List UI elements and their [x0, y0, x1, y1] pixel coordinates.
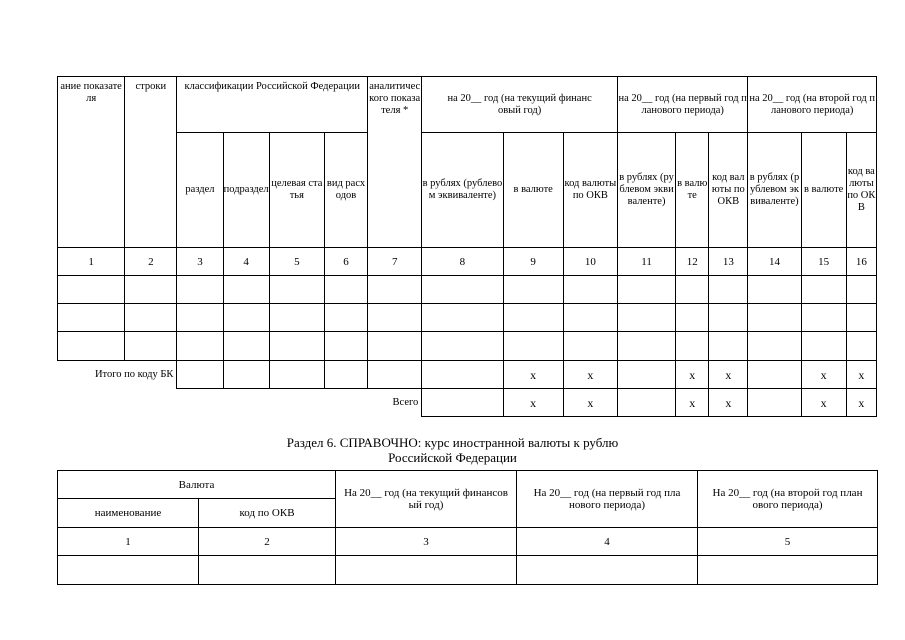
header-indicator-name: ание показателя	[58, 77, 125, 248]
column-number: 3	[336, 528, 517, 556]
table-cell[interactable]	[269, 276, 324, 304]
x-mark: x	[503, 361, 563, 389]
table-cell[interactable]	[748, 332, 801, 361]
header-currency-name: наименование	[58, 499, 199, 528]
header-podrazdel: подраздел	[223, 133, 269, 248]
x-mark: x	[801, 361, 846, 389]
x-mark: x	[563, 389, 617, 417]
column-number: 15	[801, 248, 846, 276]
table-cell[interactable]	[125, 276, 177, 304]
table-cell[interactable]	[676, 276, 709, 304]
header-rate-first: На 20__ год (на первый год планового периода)	[517, 471, 698, 528]
column-number: 4	[223, 248, 269, 276]
table-cell[interactable]	[617, 304, 675, 332]
table-cell[interactable]	[563, 276, 617, 304]
header-rub-current: в рублях (рублевом эквиваленте)	[422, 133, 503, 248]
header-currency-first: в валюте	[676, 133, 709, 248]
table-cell[interactable]	[223, 276, 269, 304]
column-number: 3	[177, 248, 223, 276]
table-cell[interactable]	[748, 361, 801, 389]
x-mark: x	[503, 389, 563, 417]
x-mark: x	[709, 389, 748, 417]
header-classification: классификации Российской Федерации	[177, 77, 368, 133]
table-row	[58, 276, 877, 304]
table-row	[58, 332, 877, 361]
table-cell[interactable]	[58, 304, 125, 332]
table-cell[interactable]	[503, 276, 563, 304]
table-cell[interactable]	[846, 332, 876, 361]
table-cell[interactable]	[846, 276, 876, 304]
header-period-second: на 20__ год (на второй год планового периода)	[748, 77, 877, 133]
column-number: 2	[125, 248, 177, 276]
table-cell[interactable]	[58, 276, 125, 304]
column-number: 12	[676, 248, 709, 276]
table-cell[interactable]	[58, 332, 125, 361]
table-cell[interactable]	[336, 556, 517, 585]
table-cell[interactable]	[177, 276, 223, 304]
table-cell[interactable]	[846, 304, 876, 332]
table-cell[interactable]	[422, 304, 503, 332]
header-period-first: на 20__ год (на первый год планового периода)	[617, 77, 747, 133]
header-expense-type: вид расходов	[324, 133, 367, 248]
table-cell[interactable]	[422, 332, 503, 361]
total-bk-label: Итого по коду БК	[94, 368, 174, 380]
header-currency-second: в валюте	[801, 133, 846, 248]
table-cell[interactable]	[503, 332, 563, 361]
table-cell[interactable]	[698, 556, 878, 585]
x-mark: x	[709, 361, 748, 389]
header-target-article: целевая статья	[269, 133, 324, 248]
grand-total-row	[58, 389, 877, 417]
total-bk-row	[58, 361, 877, 389]
header-okv-current: код валюты по ОКВ	[563, 133, 617, 248]
table-cell[interactable]	[801, 332, 846, 361]
exchange-rate-table	[57, 470, 878, 585]
table-cell[interactable]	[269, 304, 324, 332]
table-cell[interactable]	[324, 361, 367, 389]
table-cell[interactable]	[563, 304, 617, 332]
column-number: 7	[368, 248, 422, 276]
column-number: 1	[58, 528, 199, 556]
table-cell[interactable]	[422, 361, 503, 389]
header-okv-first: код валюты по ОКВ	[709, 133, 748, 248]
header-rub-second: в рублях (рублевом эквиваленте)	[748, 133, 801, 248]
table-cell[interactable]	[617, 332, 675, 361]
table-cell[interactable]	[563, 332, 617, 361]
table-cell[interactable]	[199, 556, 336, 585]
table-cell[interactable]	[517, 556, 698, 585]
column-number: 5	[698, 528, 878, 556]
column-number: 6	[324, 248, 367, 276]
table-cell[interactable]	[617, 361, 675, 389]
column-number: 13	[709, 248, 748, 276]
header-row-code: строки	[125, 77, 177, 248]
table-cell[interactable]	[223, 304, 269, 332]
table-cell[interactable]	[223, 332, 269, 361]
table-cell[interactable]	[324, 332, 367, 361]
table-cell[interactable]	[709, 276, 748, 304]
table-cell[interactable]	[368, 304, 422, 332]
section-6-title	[0, 435, 905, 465]
table-row	[58, 556, 878, 585]
column-number: 4	[517, 528, 698, 556]
header-rate-current: На 20__ год (на текущий финансовый год)	[336, 471, 517, 528]
table-cell[interactable]	[676, 332, 709, 361]
header-rub-first: в рублях (рублевом эквиваленте)	[617, 133, 675, 248]
header-period-current: на 20__ год (на текущий финансовый год)	[422, 77, 618, 133]
table-cell[interactable]	[177, 304, 223, 332]
table-cell[interactable]	[58, 556, 199, 585]
table-cell[interactable]	[422, 389, 503, 417]
x-mark: x	[676, 389, 709, 417]
header-currency-current: в валюте	[503, 133, 563, 248]
table-cell[interactable]	[324, 304, 367, 332]
table-cell[interactable]	[269, 332, 324, 361]
table-cell[interactable]	[617, 276, 675, 304]
table-cell[interactable]	[125, 304, 177, 332]
header-razdel: раздел	[177, 133, 223, 248]
table-cell[interactable]	[676, 304, 709, 332]
header-rate-second: На 20__ год (на второй год планового периода)	[698, 471, 878, 528]
header-currency-code: код по ОКВ	[199, 499, 336, 528]
table-cell[interactable]	[801, 304, 846, 332]
table-cell[interactable]	[324, 276, 367, 304]
table-cell[interactable]	[368, 361, 422, 389]
column-number: 5	[269, 248, 324, 276]
column-number: 11	[617, 248, 675, 276]
table-cell[interactable]	[748, 304, 801, 332]
table-row	[58, 304, 877, 332]
table-cell[interactable]	[269, 361, 324, 389]
table-cell[interactable]	[801, 276, 846, 304]
table-cell[interactable]	[709, 304, 748, 332]
table-cell[interactable]	[422, 276, 503, 304]
column-number: 8	[422, 248, 503, 276]
x-mark: x	[846, 361, 876, 389]
x-mark: x	[846, 389, 876, 417]
header-currency: Валюта	[58, 471, 336, 499]
column-number: 9	[503, 248, 563, 276]
table-cell[interactable]	[177, 361, 223, 389]
table-cell[interactable]	[748, 389, 801, 417]
column-number: 16	[846, 248, 876, 276]
x-mark: x	[801, 389, 846, 417]
header-analytic-indicator: аналитического показателя *	[368, 77, 422, 248]
column-number: 14	[748, 248, 801, 276]
table-cell[interactable]	[125, 332, 177, 361]
table-cell[interactable]	[709, 332, 748, 361]
table-cell[interactable]	[177, 332, 223, 361]
grand-total-label: Всего	[392, 396, 419, 408]
column-number: 1	[58, 248, 125, 276]
table-cell[interactable]	[368, 332, 422, 361]
section-title-line: Раздел 6. СПРАВОЧНО: курс иностранной валюты к рублю	[286, 435, 619, 450]
column-number: 10	[563, 248, 617, 276]
table-cell[interactable]	[748, 276, 801, 304]
x-mark: x	[563, 361, 617, 389]
table-cell[interactable]	[617, 389, 675, 417]
x-mark: x	[676, 361, 709, 389]
table-cell[interactable]	[223, 361, 269, 389]
column-number: 2	[199, 528, 336, 556]
section-title-line: Российской Федерации	[388, 450, 517, 465]
table-cell[interactable]	[503, 304, 563, 332]
expenditure-table	[57, 76, 877, 417]
header-okv-second: код валюты по ОКВ	[846, 133, 876, 248]
table-cell[interactable]	[368, 276, 422, 304]
